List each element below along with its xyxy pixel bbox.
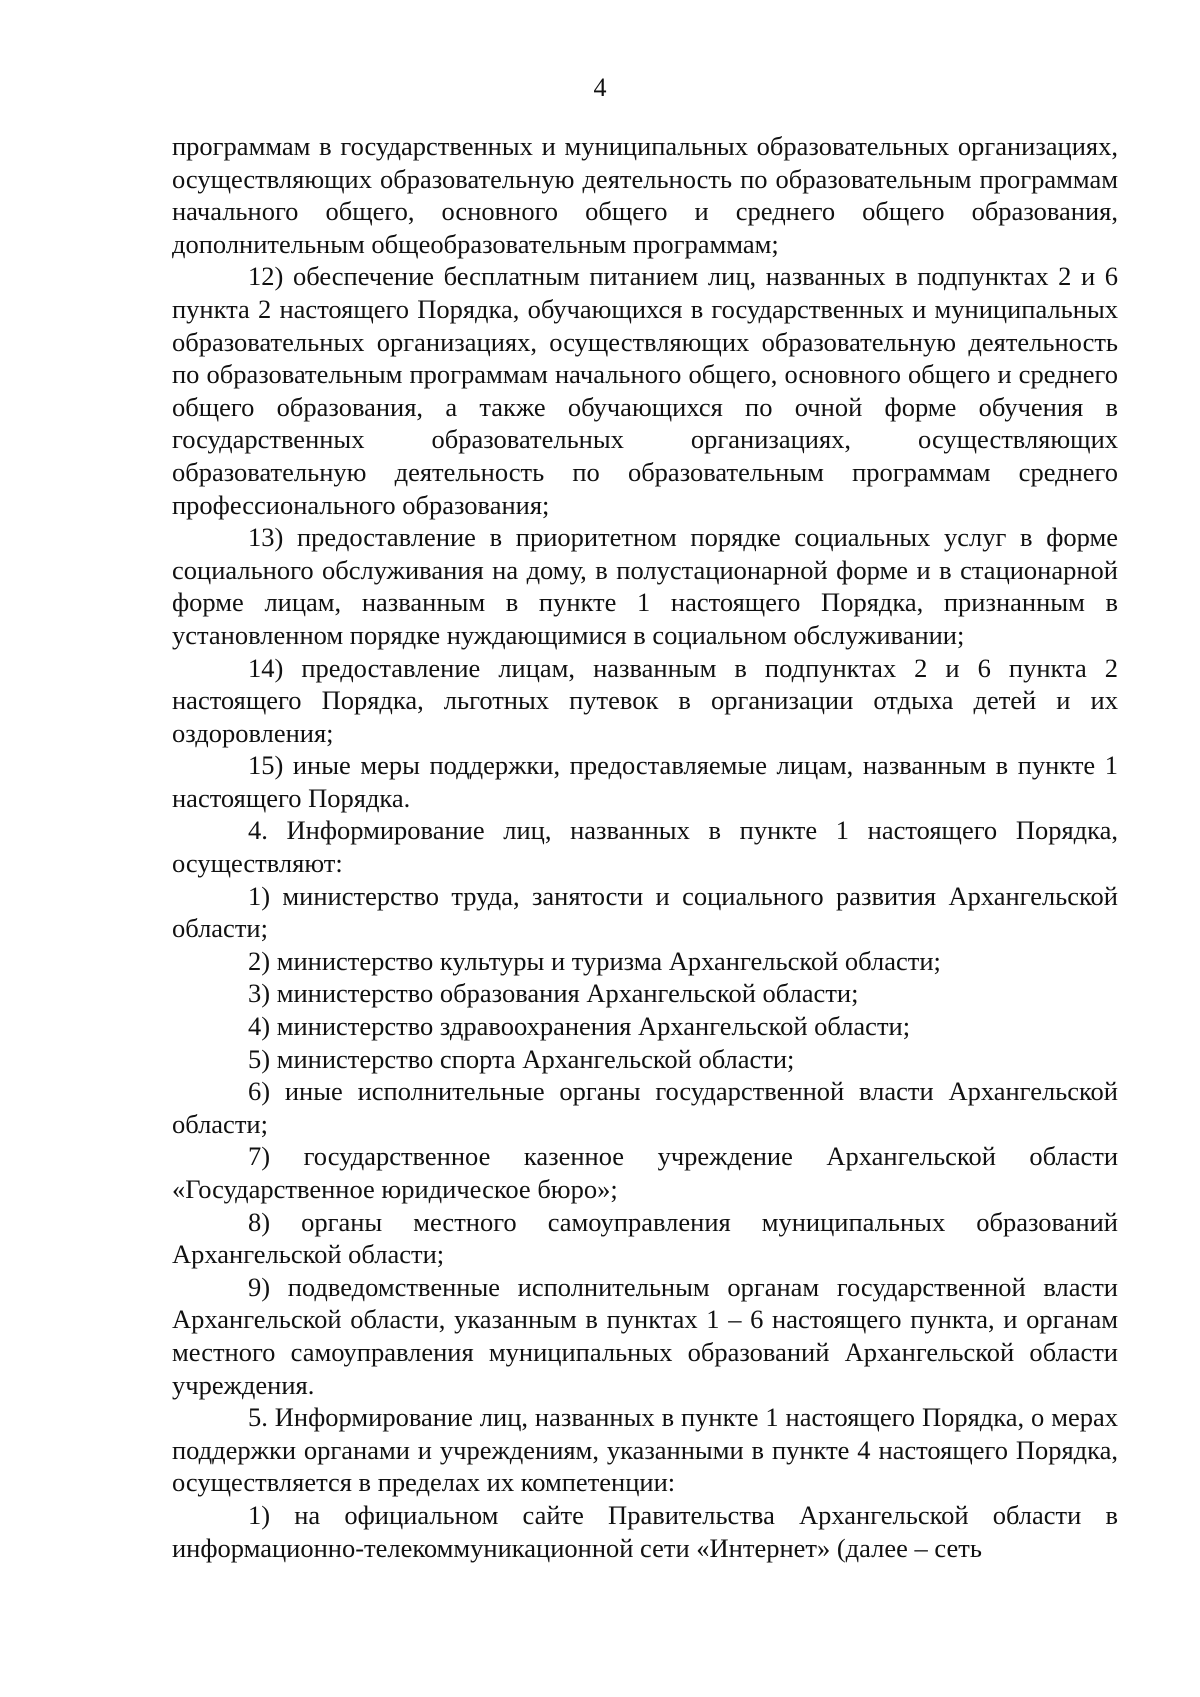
paragraph-section-4-item-5: 5) министерство спорта Архангельской области; bbox=[248, 1043, 795, 1074]
paragraph-item-13: 13) предоставление в приоритетном порядке социальных услуг в форме социального обслуживания на дому, в полустационарной форме и в стационарной форме лицам, названным в пункте 1 настоящего Порядка, признанным в установленном порядке нуждающимися в социальном обслуживании; bbox=[172, 522, 1118, 650]
document-body bbox=[172, 130, 1118, 1564]
paragraph-section-4-item-1: 1) министерство труда, занятости и социального развития Архангельской области; bbox=[172, 880, 1118, 944]
page-number: 4 bbox=[593, 73, 607, 102]
paragraph-item-15: 15) иные меры поддержки, предоставляемые лицам, названным в пункте 1 настоящего Порядка. bbox=[172, 750, 1118, 813]
paragraph-section-5-item-1: 1) на официальном сайте Правительства Архангельской области в информационно-телекоммуникационной сети «Интернет» (далее – сеть bbox=[172, 1499, 1118, 1563]
paragraph-section-4: 4. Информирование лиц, названных в пункте 1 настоящего Порядка, осуществляют: bbox=[172, 815, 1118, 879]
paragraph-section-4-item-8: 8) органы местного самоуправления муниципальных образований Архангельской области; bbox=[172, 1206, 1118, 1270]
paragraph-section-4-item-3: 3) министерство образования Архангельской области; bbox=[248, 978, 859, 1009]
paragraph-section-4-item-4: 4) министерство здравоохранения Архангельской области; bbox=[248, 1011, 911, 1042]
paragraph-item-12: 12) обеспечение бесплатным питанием лиц, названных в подпунктах 2 и 6 пункта 2 настоящего Порядка, обучающихся в государственных и муниципальных образовательных организациях, осуществляющих образовательную деятельность по образовательным программам начального общего, основного общего и среднего общего образования, а также обучающихся по очной форме обучения в государственных образовательных организациях, осуществляющих образовательную деятельность по образовательным программам среднего профессионального образования; bbox=[172, 261, 1118, 520]
paragraph-section-4-item-2: 2) министерство культуры и туризма Архангельской области; bbox=[248, 945, 941, 976]
paragraph-section-5: 5. Информирование лиц, названных в пункте 1 настоящего Порядка, о мерах поддержки органами и учреждениям, указанными в пункте 4 настоящего Порядка, осуществляется в пределах их компетенции: bbox=[172, 1402, 1118, 1498]
paragraph-section-4-item-9: 9) подведомственные исполнительным органам государственной власти Архангельской области, указанным в пунктах 1 – 6 настоящего пункта, и органам местного самоуправления муниципальных образований Архангельской области учреждения. bbox=[172, 1271, 1118, 1400]
paragraph-continuation: программам в государственных и муниципальных образовательных организациях, осуществляющих образовательную деятельность по образовательным программам начального общего, основного общего и среднего общего образования, дополнительным общеобразовательным программам; bbox=[172, 131, 1118, 259]
paragraph-section-4-item-6: 6) иные исполнительные органы государственной власти Архангельской области; bbox=[172, 1076, 1118, 1139]
paragraph-section-4-item-7: 7) государственное казенное учреждение Архангельской области «Государственное юридическое бюро»; bbox=[172, 1141, 1118, 1204]
paragraph-item-14: 14) предоставление лицам, названным в подпунктах 2 и 6 пункта 2 настоящего Порядка, льготных путевок в организации отдыха детей и их оздоровления; bbox=[172, 652, 1118, 748]
